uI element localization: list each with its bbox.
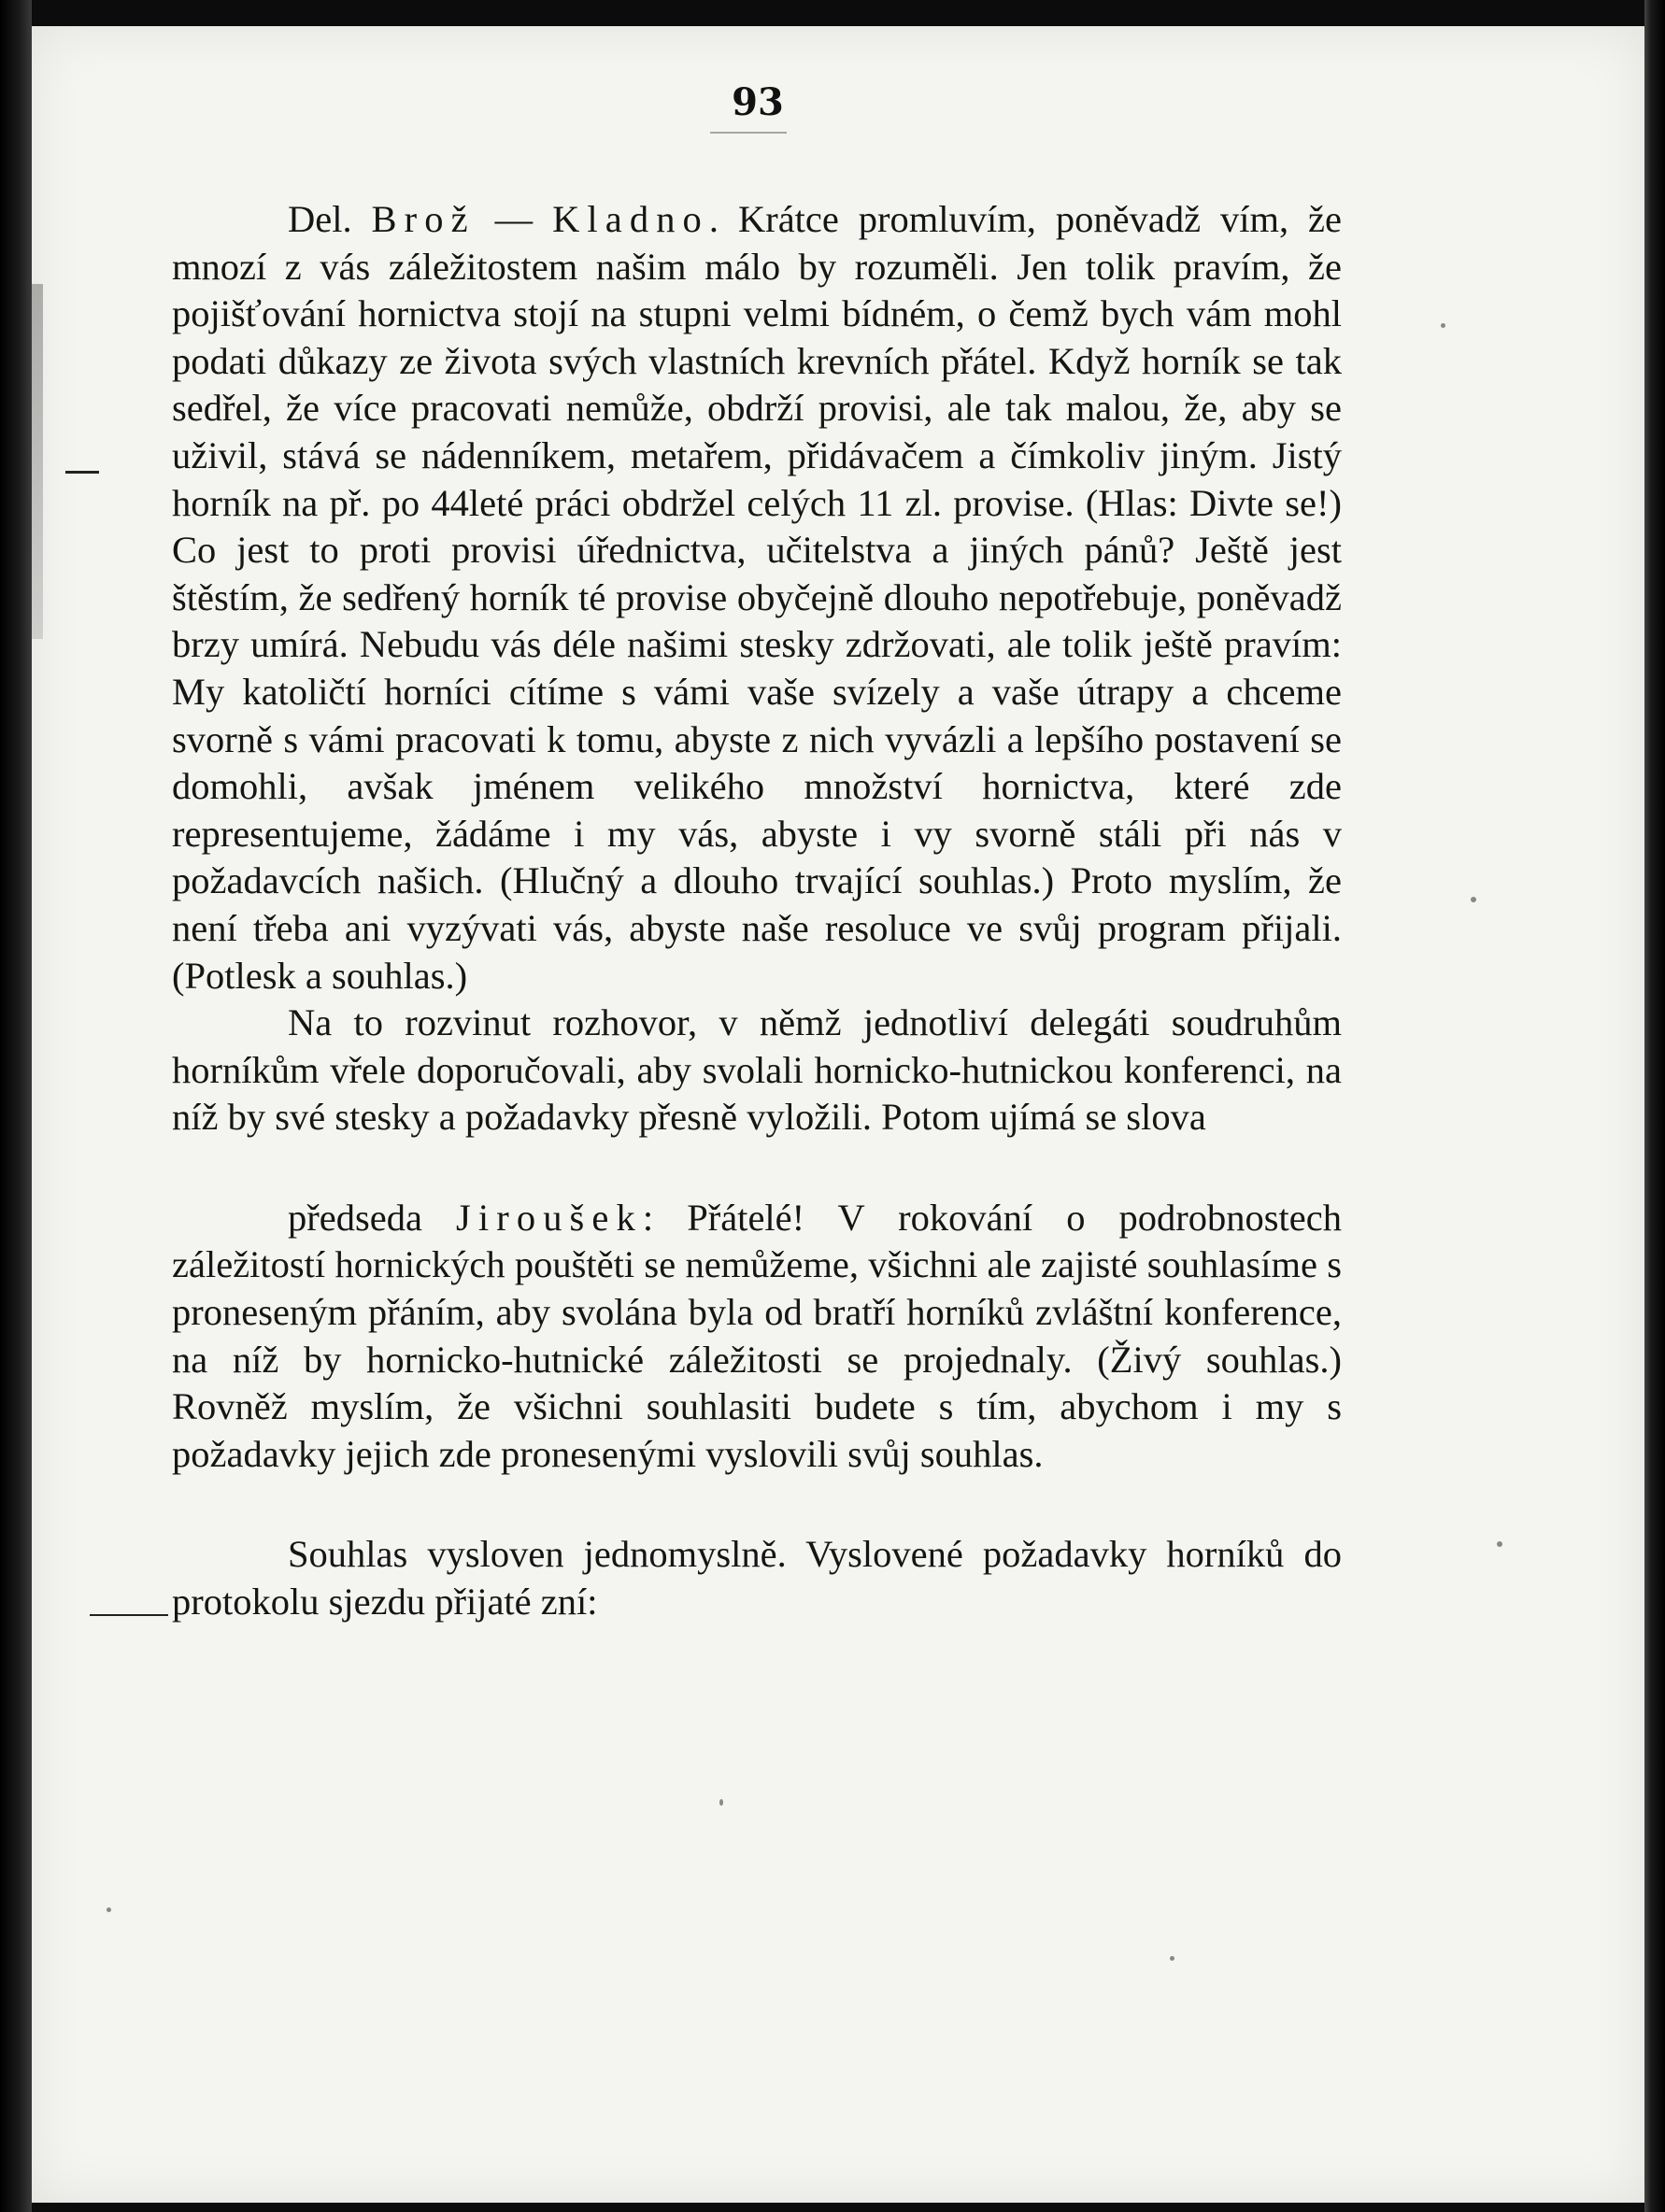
speaker-prefix: Del. [288, 198, 352, 240]
left-scan-edge [0, 0, 32, 2212]
margin-mark [32, 284, 43, 639]
speck [719, 1799, 723, 1806]
margin-mark [90, 1614, 168, 1616]
paragraph-3-text: : Přátelé! V rokování o podrobnostech záležitostí hornických pouštěti se nemůžeme, všichni ale zajisté souhlasíme s proneseným přáním, aby svolána byla od bratří horníků zvláštní konference, na níž by hornicko-hutnické záležitosti se projednaly. (Živý souhlas.) Rovněž myslím, že všichni souhlasiti budete s tím, abychom i my s požadavky jejich zde pronesenými vyslovili svůj souhlas. [172, 1196, 1342, 1475]
speaker-place: Kladno [552, 198, 709, 240]
right-scan-edge [1644, 0, 1665, 2212]
margin-mark [65, 471, 99, 474]
paragraph-3 [172, 1195, 1342, 1479]
paragraph-4 [172, 1531, 1342, 1625]
speck [1471, 897, 1476, 902]
paragraph-1 [172, 196, 1342, 1000]
speaker-prefix: předseda [288, 1196, 422, 1239]
speck [1170, 1956, 1174, 1961]
speck [1441, 323, 1445, 328]
paragraph-2-text: Na to rozvinut rozhovor, v němž jednotliví delegáti soudruhům horníkům vřele doporučovali, aby svolali hornicko-hutnickou konferenci, na níž by své stesky a požadavky přesně vyložili. Potom ujímá se slova [172, 1001, 1342, 1139]
speck [1497, 1541, 1502, 1547]
paragraph-1-text: . Krátce promluvím, poněvadž vím, že mnozí z vás záležitostem našim málo by rozuměli. Jen tolik pravím, že pojišťování hornictva stojí na stupni velmi bídném, o čemž bych vám mohl podati důkazy ze života svých vlastních krevních přátel. Když horník se tak sedřel, že více pracovati nemůže, obdrží provisi, ale tak malou, že, aby se uživil, stává se nádenníkem, metařem, přidávačem a čímkoliv jiným. Jistý horník na př. po 44leté práci obdržel celých 11 zl. provise. (Hlas: Divte se!) Co jest to proti provisi úřednictva, učitelstva a jiných pánů? Ještě jest štěstím, že sedřený horník té provise obyčejně dlouho nepotřebuje, poněvadž brzy umírá. Nebudu vás déle našimi stesky zdržovati, ale tolik ještě pravím: My katoličtí horníci cítíme s vámi vaše svízely a vaše útrapy a chceme svorně s vámi pracovati k tomu, abyste z nich vyvázli a lepšího postavení se domohli, avšak jménem velikého množství hornictva, které zde representujeme, žádáme i my vás, abyste i vy svorně stáli při nás v požadavcích našich. (Hlučný a dlouho trvající souhlas.) Proto myslím, že není třeba ani vyzývati vás, abyste naše resoluce ve svůj program přijali. (Potlesk a souhlas.) [172, 198, 1342, 997]
speaker-name: Brož [371, 198, 476, 240]
paragraph-2 [172, 1000, 1342, 1141]
page-number-rule [710, 132, 787, 134]
speck [107, 1907, 111, 1912]
dash: — [494, 198, 534, 240]
body-text [172, 196, 1342, 1626]
speaker-name: Jiroušek [456, 1196, 643, 1239]
page-number: 93 [732, 80, 784, 124]
paragraph-4-text: Souhlas vysloven jednomyslně. Vyslovené požadavky horníků do protokolu sjezdu přijaté zní: [172, 1533, 1342, 1624]
